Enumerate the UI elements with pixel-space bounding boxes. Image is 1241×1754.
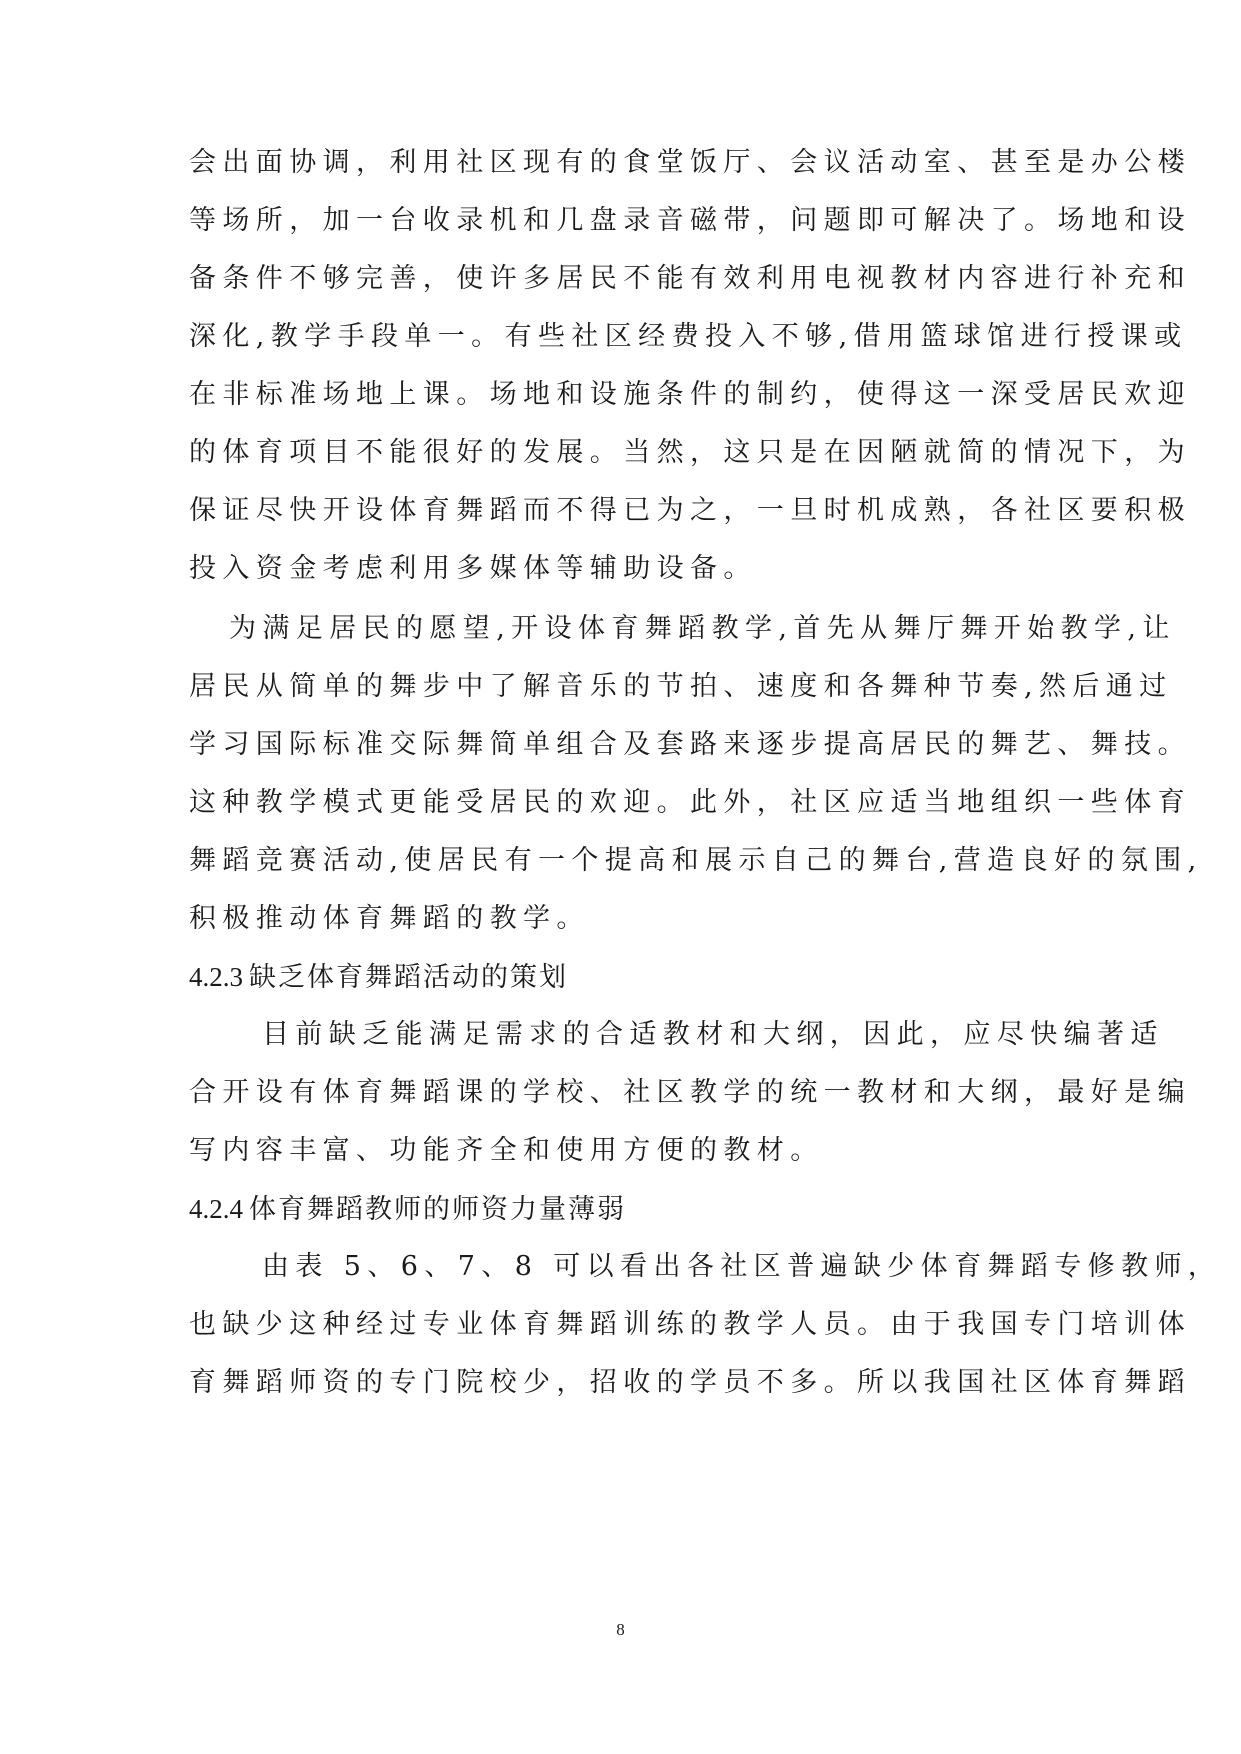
section-title: 体育舞蹈教师的师资力量薄弱 [249, 1194, 626, 1225]
paragraph-line: 在非标准场地上课。场地和设施条件的制约，使得这一深受居民欢迎 [189, 379, 1191, 410]
paragraph-line: 写内容丰富、功能齐全和使用方便的教材。 [189, 1135, 824, 1166]
paragraph-line: 保证尽快开设体育舞蹈而不得已为之，一旦时机成熟，各社区要积极 [189, 495, 1191, 526]
paragraph-line: 为满足居民的愿望,开设体育舞蹈教学,首先从舞厅舞开始教学,让 [229, 613, 1176, 644]
paragraph-line: 也缺少这种经过专业体育舞蹈训练的教学人员。由于我国专门培训体 [189, 1309, 1191, 1340]
paragraph-line: 会出面协调，利用社区现有的食堂饭厅、会议活动室、甚至是办公楼 [189, 147, 1191, 178]
paragraph-line: 学习国际标准交际舞简单组合及套路来逐步提高居民的舞艺、舞技。 [189, 729, 1191, 760]
paragraph-line: 合开设有体育舞蹈课的学校、社区教学的统一教材和大纲，最好是编 [189, 1077, 1191, 1108]
paragraph-line: 由表 5、6、7、8 可以看出各社区普遍缺少体育舞蹈专修教师， [262, 1251, 1222, 1282]
paragraph-line: 备条件不够完善，使许多居民不能有效利用电视教材内容进行补充和 [189, 263, 1191, 294]
section-number: 4.2.4 [189, 1194, 243, 1224]
paragraph-line: 等场所，加一台收录机和几盘录音磁带，问题即可解决了。场地和设 [189, 205, 1191, 236]
paragraph-line: 这种教学模式更能受居民的欢迎。此外，社区应适当地组织一些体育 [189, 787, 1191, 818]
paragraph-line: 的体育项目不能很好的发展。当然，这只是在因陋就简的情况下，为 [189, 437, 1191, 468]
paragraph-line: 积极推动体育舞蹈的教学。 [189, 903, 590, 934]
paragraph-line: 投入资金考虑利用多媒体等辅助设备。 [189, 553, 757, 584]
paragraph-line: 育舞蹈师资的专门院校少，招收的学员不多。所以我国社区体育舞蹈 [189, 1367, 1191, 1398]
paragraph-line: 目前缺乏能满足需求的合适教材和大纲，因此，应尽快编著适 [262, 1019, 1164, 1050]
section-number: 4.2.3 [189, 962, 243, 992]
paragraph-line: 深化,教学手段单一。有些社区经费投入不够,借用篮球馆进行授课或 [189, 321, 1188, 352]
page-number: 8 [616, 1620, 625, 1639]
paragraph-line: 舞蹈竞赛活动,使居民有一个提高和展示自己的舞台,营造良好的氛围, [189, 845, 1203, 876]
section-heading-4-2-3 [189, 960, 568, 995]
section-title: 缺乏体育舞蹈活动的策划 [249, 962, 568, 993]
section-heading-4-2-4 [189, 1192, 626, 1227]
paragraph-line: 居民从简单的舞步中了解音乐的节拍、速度和各舞种节奏,然后通过 [189, 671, 1173, 702]
